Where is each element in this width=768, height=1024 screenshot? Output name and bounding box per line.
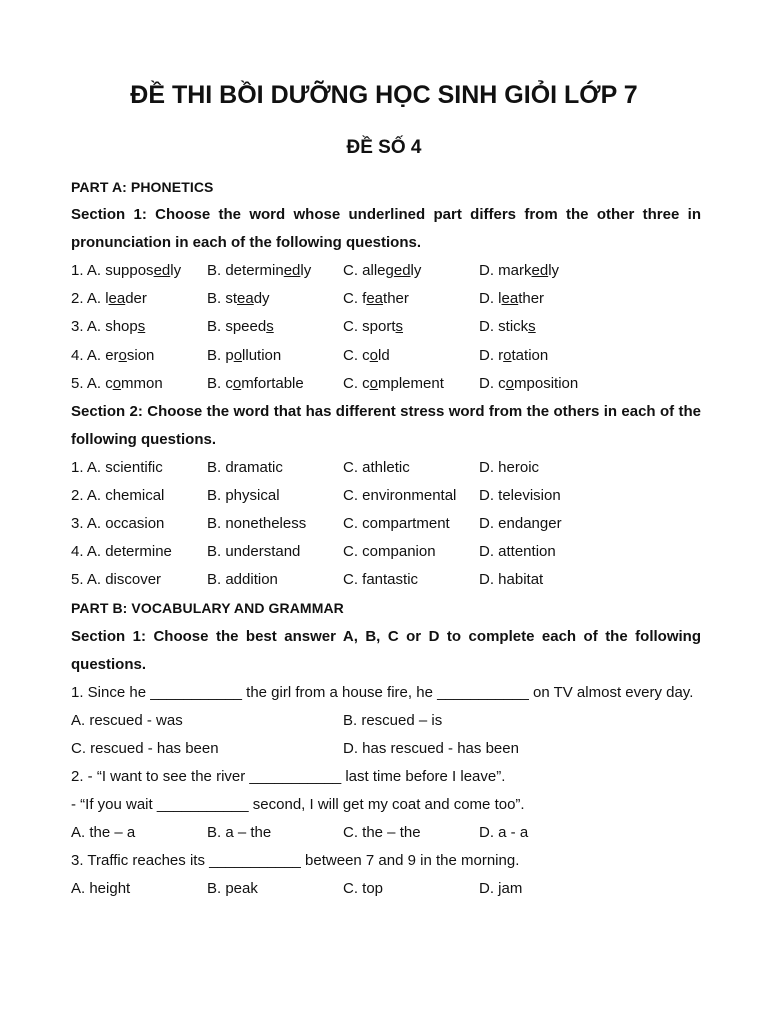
word-part: ly <box>548 262 560 280</box>
option-c: C. fantastic <box>343 571 419 589</box>
word-part: mmon <box>121 374 163 392</box>
word-part: ther <box>383 290 409 308</box>
option-a <box>71 370 207 398</box>
question-row <box>71 342 701 370</box>
pronunciation-questions <box>71 257 701 397</box>
question-2-line-1: 2. - “I want to see the river ___________ last time before I leave”. <box>71 767 506 785</box>
word-part: 2. A. l <box>71 290 109 308</box>
word-part: D. c <box>479 374 506 392</box>
word-part: ther <box>518 290 545 308</box>
option-b: B. addition <box>207 571 278 589</box>
word-part: D. r <box>479 346 504 364</box>
question-row <box>71 454 701 482</box>
word-part: sion <box>126 346 155 364</box>
underlined-part: s <box>266 318 274 336</box>
word-part: C. alleg <box>343 262 394 280</box>
part-b-section1-instruction: Section 1: Choose the best answer A, B, C or D to complete each of the following questions. <box>71 627 701 673</box>
word-part: ly <box>170 262 182 280</box>
underlined-part: o <box>118 346 127 364</box>
option-b <box>207 342 343 370</box>
word-part: D. stick <box>479 318 529 336</box>
word-part: C. f <box>343 290 367 308</box>
word-part: B. p <box>207 346 234 364</box>
underlined-part: ea <box>501 290 519 308</box>
word-part: 3. A. shop <box>71 318 138 336</box>
option-d: D. has rescued - has been <box>343 739 519 757</box>
question-2-options <box>71 819 701 847</box>
option-d: D. television <box>479 487 561 505</box>
question-row <box>71 313 701 341</box>
option-c <box>343 342 479 370</box>
underlined-part: o <box>233 346 243 364</box>
underlined-part: s <box>137 318 146 336</box>
question-1-stem: 1. Since he ___________ the girl from a house fire, he ___________ on TV almost every day. <box>71 683 694 701</box>
part-a-section1-instruction: Section 1: Choose the word whose underlined part differs from the other three in pronunciation in each of the following questions. <box>71 206 701 252</box>
word-part: tation <box>511 346 549 364</box>
option-a <box>71 313 207 341</box>
option-c <box>343 370 479 398</box>
underlined-part: s <box>395 318 404 336</box>
word-part: C. c <box>343 374 370 392</box>
question-row <box>71 257 701 285</box>
option-c: C. top <box>343 880 384 898</box>
option-d <box>479 342 679 370</box>
word-part: ld <box>378 346 390 364</box>
underlined-part: o <box>369 374 379 392</box>
option-b <box>207 313 343 341</box>
option-b: B. dramatic <box>207 458 283 476</box>
word-part: B. determin <box>207 262 284 280</box>
underlined-part: ed <box>531 262 549 280</box>
option-d: D. a - a <box>479 824 529 842</box>
word-part: dy <box>253 290 270 308</box>
part-b-heading: PART B: VOCABULARY AND GRAMMAR <box>71 600 344 617</box>
question-row <box>71 482 701 510</box>
option-c: C. the – the <box>343 824 421 842</box>
option-d: D. endanger <box>479 515 562 533</box>
underlined-part: ea <box>366 290 384 308</box>
word-part: B. c <box>207 374 233 392</box>
question-1-options-row-1 <box>71 707 701 735</box>
option-c: C. rescued - has been <box>71 739 219 757</box>
option-c: C. compartment <box>343 515 450 533</box>
word-part: C. sport <box>343 318 396 336</box>
stress-questions <box>71 454 701 594</box>
exam-content <box>71 173 701 903</box>
word-part: D. mark <box>479 262 532 280</box>
question-row <box>71 285 701 313</box>
option-c: C. athletic <box>343 458 410 476</box>
underlined-part: o <box>112 374 122 392</box>
option-b <box>207 285 343 313</box>
option-b: B. understand <box>207 543 301 561</box>
word-part: mposition <box>514 374 579 392</box>
question-row <box>71 566 701 594</box>
underlined-part: o <box>505 374 515 392</box>
word-part: mfortable <box>241 374 304 392</box>
option-b: B. rescued – is <box>343 711 443 729</box>
option-b: B. a – the <box>207 824 272 842</box>
word-part: 1. A. suppos <box>71 262 154 280</box>
question-3-options <box>71 875 701 903</box>
word-part: 4. A. er <box>71 346 119 364</box>
option-d: D. habitat <box>479 571 544 589</box>
option-a: A. height <box>71 880 131 898</box>
underlined-part: s <box>528 318 536 336</box>
option-c <box>343 285 479 313</box>
question-3-stem: 3. Traffic reaches its ___________ between 7 and 9 in the morning. <box>71 852 520 870</box>
word-part: mplement <box>378 374 444 392</box>
question-row <box>71 510 701 538</box>
option-d <box>479 313 679 341</box>
option-c <box>343 313 479 341</box>
word-part: B. speed <box>207 318 267 336</box>
word-part: C. c <box>343 346 370 364</box>
option-b: B. physical <box>207 487 280 505</box>
option-a: 2. A. chemical <box>71 487 165 505</box>
underlined-part: o <box>503 346 512 364</box>
underlined-part: ed <box>153 262 171 280</box>
option-a: 4. A. determine <box>71 543 172 561</box>
word-part: ly <box>300 262 312 280</box>
option-c <box>343 257 479 285</box>
option-d: D. attention <box>479 543 556 561</box>
word-part: der <box>125 290 147 308</box>
question-row <box>71 538 701 566</box>
option-d <box>479 370 679 398</box>
option-a: 1. A. scientific <box>71 458 163 476</box>
option-d <box>479 285 679 313</box>
option-a: 5. A. discover <box>71 571 162 589</box>
word-part: B. st <box>207 290 238 308</box>
option-a: A. the – a <box>71 824 136 842</box>
underlined-part: ea <box>237 290 254 308</box>
question-1-options-row-2 <box>71 735 701 763</box>
underlined-part: ed <box>283 262 301 280</box>
underlined-part: ed <box>393 262 411 280</box>
exam-number: ĐỀ SỐ 4 <box>346 137 422 158</box>
option-b: B. peak <box>207 880 258 898</box>
option-b: B. nonetheless <box>207 515 307 533</box>
part-a-section2-instruction: Section 2: Choose the word that has different stress word from the others in each of the following questions. <box>71 402 701 448</box>
option-a <box>71 285 207 313</box>
part-a-heading: PART A: PHONETICS <box>71 179 214 195</box>
option-d: D. jam <box>479 880 523 898</box>
option-c: C. companion <box>343 543 436 561</box>
option-a: 3. A. occasion <box>71 515 165 533</box>
option-a <box>71 342 207 370</box>
option-a <box>71 257 207 285</box>
question-2-line-2: - “If you wait ___________ second, I will get my coat and come too”. <box>71 796 525 814</box>
option-b <box>207 257 343 285</box>
page-title: ĐỀ THI BỒI DƯỠNG HỌC SINH GIỎI LỚP 7 <box>130 81 638 109</box>
underlined-part: o <box>369 346 379 364</box>
question-row <box>71 370 701 398</box>
word-part: 5. A. c <box>71 374 113 392</box>
underlined-part: o <box>232 374 242 392</box>
option-b <box>207 370 343 398</box>
option-c: C. environmental <box>343 487 457 505</box>
word-part: llution <box>242 346 282 364</box>
option-d <box>479 257 679 285</box>
underlined-part: ea <box>108 290 126 308</box>
option-d: D. heroic <box>479 458 540 476</box>
word-part: ly <box>410 262 422 280</box>
word-part: D. l <box>479 290 502 308</box>
option-a: A. rescued - was <box>71 711 183 729</box>
